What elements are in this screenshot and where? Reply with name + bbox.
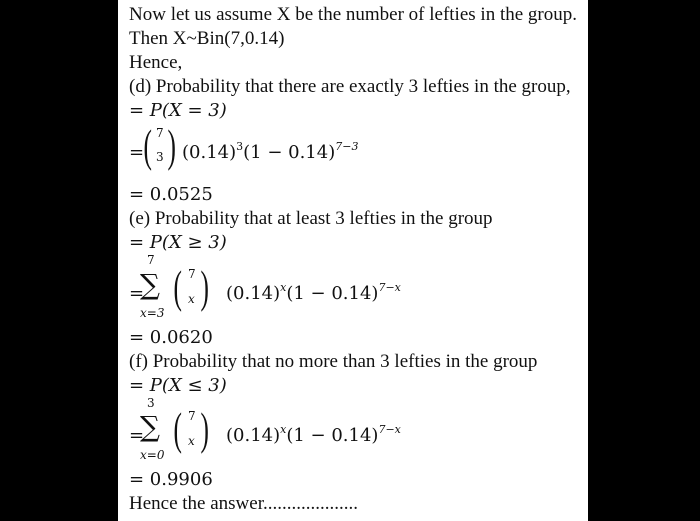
- sigma-symbol: ∑: [140, 410, 160, 443]
- intro-line: Now let us assume X be the number of lefties in the group.: [129, 4, 577, 25]
- part-e-heading: (e) Probability that at least 3 lefties in the group: [129, 208, 493, 229]
- formula-d-terms: $(0.14)^3(1 - 0.14)^{7-3}$: [182, 140, 359, 163]
- formula-f-terms: $(0.14)^x(1 - 0.14)^{7-x}$: [226, 423, 401, 446]
- conclusion-line: Hence the answer....................: [129, 493, 358, 514]
- formula-e-equals: =: [129, 283, 145, 304]
- sum-upper-limit: 7: [147, 253, 155, 267]
- sum-lower-limit: x=3: [140, 306, 165, 320]
- part-f-probability: = P(X ≤ 3): [129, 375, 227, 396]
- part-e-probability: = P(X ≥ 3): [129, 232, 227, 253]
- binom-top: 7: [156, 126, 164, 140]
- binom-open-paren: (: [173, 403, 182, 454]
- formula-f-equals: =: [129, 425, 145, 446]
- binom-open-paren: (: [143, 120, 152, 171]
- binom-top: 7: [188, 409, 196, 423]
- formula-d-equals: =: [129, 142, 145, 163]
- part-f-heading: (f) Probability that no more than 3 lefties in the group: [129, 351, 538, 372]
- hence-line: Hence,: [129, 52, 183, 73]
- binom-bottom: x: [188, 434, 195, 448]
- binom-bottom: x: [188, 292, 195, 306]
- binom-open-paren: (: [173, 261, 182, 312]
- binom-close-paren: ): [200, 261, 209, 312]
- binom-top: 7: [188, 267, 196, 281]
- distribution-line: Then X~Bin(7,0.14): [129, 28, 285, 49]
- part-d-probability: = P(X = 3): [129, 100, 227, 121]
- binom-close-paren: ): [200, 403, 209, 454]
- sum-upper-limit: 3: [147, 396, 155, 410]
- binom-close-paren: ): [167, 120, 176, 171]
- part-e-result: = 0.0620: [129, 327, 213, 348]
- document-page: [118, 0, 588, 521]
- part-d-heading: (d) Probability that there are exactly 3 lefties in the group,: [129, 76, 571, 97]
- sigma-symbol: ∑: [140, 268, 160, 301]
- part-d-result: = 0.0525: [129, 184, 213, 205]
- sum-lower-limit: x=0: [140, 448, 165, 462]
- part-f-result: = 0.9906: [129, 469, 213, 490]
- formula-e-terms: $(0.14)^x(1 - 0.14)^{7-x}$: [226, 281, 401, 304]
- binom-bottom: 3: [156, 150, 164, 164]
